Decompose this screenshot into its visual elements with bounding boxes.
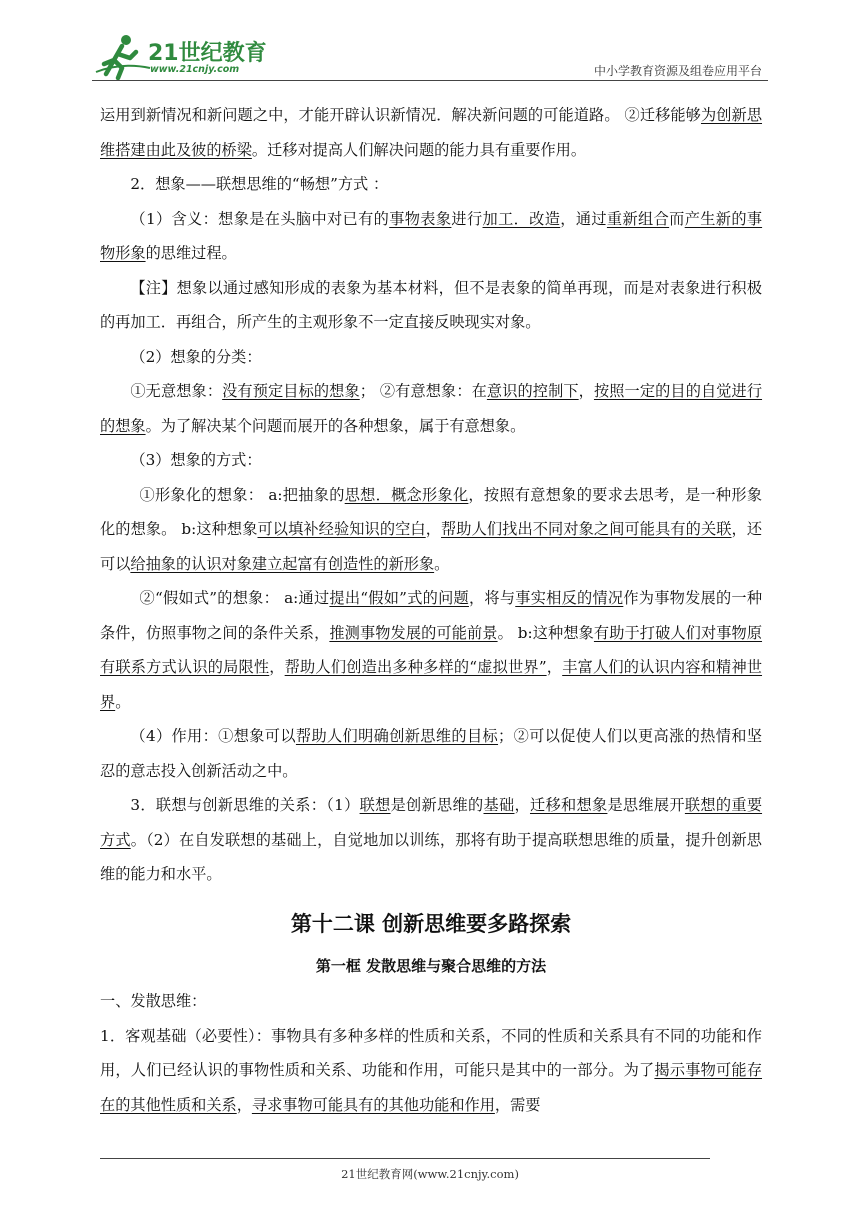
heading-imagination-types: （2）想象的分类： <box>130 347 262 366</box>
site-logo <box>92 32 267 80</box>
paragraph-imagination-types: ①无意想象：没有预定目标的想象； ②有意想象：在意识的控制下，按照一定的目的自觉进行的想象。为了解决某个问题而展开的各种想象，属于有意想象。 <box>100 382 763 435</box>
running-man-icon <box>92 32 152 80</box>
section-divergent <box>100 984 762 1122</box>
lesson-title: 第十二课 创新思维要多路探索 <box>290 912 572 936</box>
paragraph-association-relation: 3．联想与创新思维的关系：（1）联想是创新思维的基础，迁移和想象是思维展开联想的重要方式。（2）在自发联想的基础上，自觉地加以训练，那将有助于提高联想思维的质量，提升创新思维的能力和水平。 <box>100 796 763 883</box>
paragraph-transfer: 运用到新情况和新问题之中，才能开辟认识新情况．解决新问题的可能道路。 ②迁移能够为创新思维搭建由此及彼的桥梁。迁移对提高人们解决问题的能力具有重要作用。 <box>100 106 763 159</box>
paragraph-whatif-imagination: ②“假如式”的想象： a:通过提出“假如”式的问题，将与事实相反的情况作为事物发展的一种条件，仿照事物之间的条件关系，推测事物发展的可能前景。 b:这种想象有助于打破人们对事物原有联系方式认识的局限性，帮助人们创造出多种多样的“虚拟世界”，丰富人们的认识内容和精神世界。 <box>100 589 763 711</box>
paragraph-imagination-definition: （1）含义：想象是在头脑中对已有的事物表象进行加工．改造，通过重新组合而产生新的事物形象的思维过程。 <box>100 209 763 262</box>
page-footer: 21世纪教育网(www.21cnjy.com) <box>341 1167 519 1181</box>
page-header <box>92 22 768 82</box>
heading-imagination-modes: （3）想象的方式： <box>130 451 262 469</box>
document-body <box>100 98 762 892</box>
header-divider <box>92 80 768 81</box>
paragraph-imagination-role: （4）作用：①想象可以帮助人们明确创新思维的目标；②可以促使人们以更高涨的热情和坚忍的意志投入创新活动之中。 <box>100 727 763 780</box>
paragraph-visual-imagination: ①形象化的想象： a:把抽象的思想．概念形象化，按照有意想象的要求去思考，是一种形象化的想象。 b:这种想象可以填补经验知识的空白，帮助人们找出不同对象之间可能具有的关联，还可以给抽象的认识对象建立起富有创造性的新形象。 <box>100 485 763 573</box>
heading-imagination: 2．想象——联想思维的“畅想”方式 ： <box>130 175 389 193</box>
logo-wordmark: 21世纪教育 <box>148 41 267 66</box>
frame-title: 第一框 发散思维与聚合思维的方法 <box>315 957 547 975</box>
footer-divider <box>100 1158 710 1159</box>
section-heading: 一、发散思维： <box>100 992 207 1010</box>
logo-url: www.21cnjy.com <box>150 64 240 75</box>
platform-name: 中小学教育资源及组卷应用平台 <box>593 64 762 78</box>
paragraph-objective-basis: 1．客观基础（必要性）：事物具有多种多样的性质和关系，不同的性质和关系具有不同的功能和作用，人们已经认识的事物性质和关系、功能和作用，可能只是其中的一部分。为了揭示事物可能存在的其他性质和关系，寻求事物可能具有的其他功能和作用，需要 <box>100 1026 763 1114</box>
paragraph-note: 【注】想象以通过感知形成的表象为基本材料，但不是表象的简单再现，而是对表象进行积极的再加工．再组合，所产生的主观形象不一定直接反映现实对象。 <box>100 278 762 331</box>
